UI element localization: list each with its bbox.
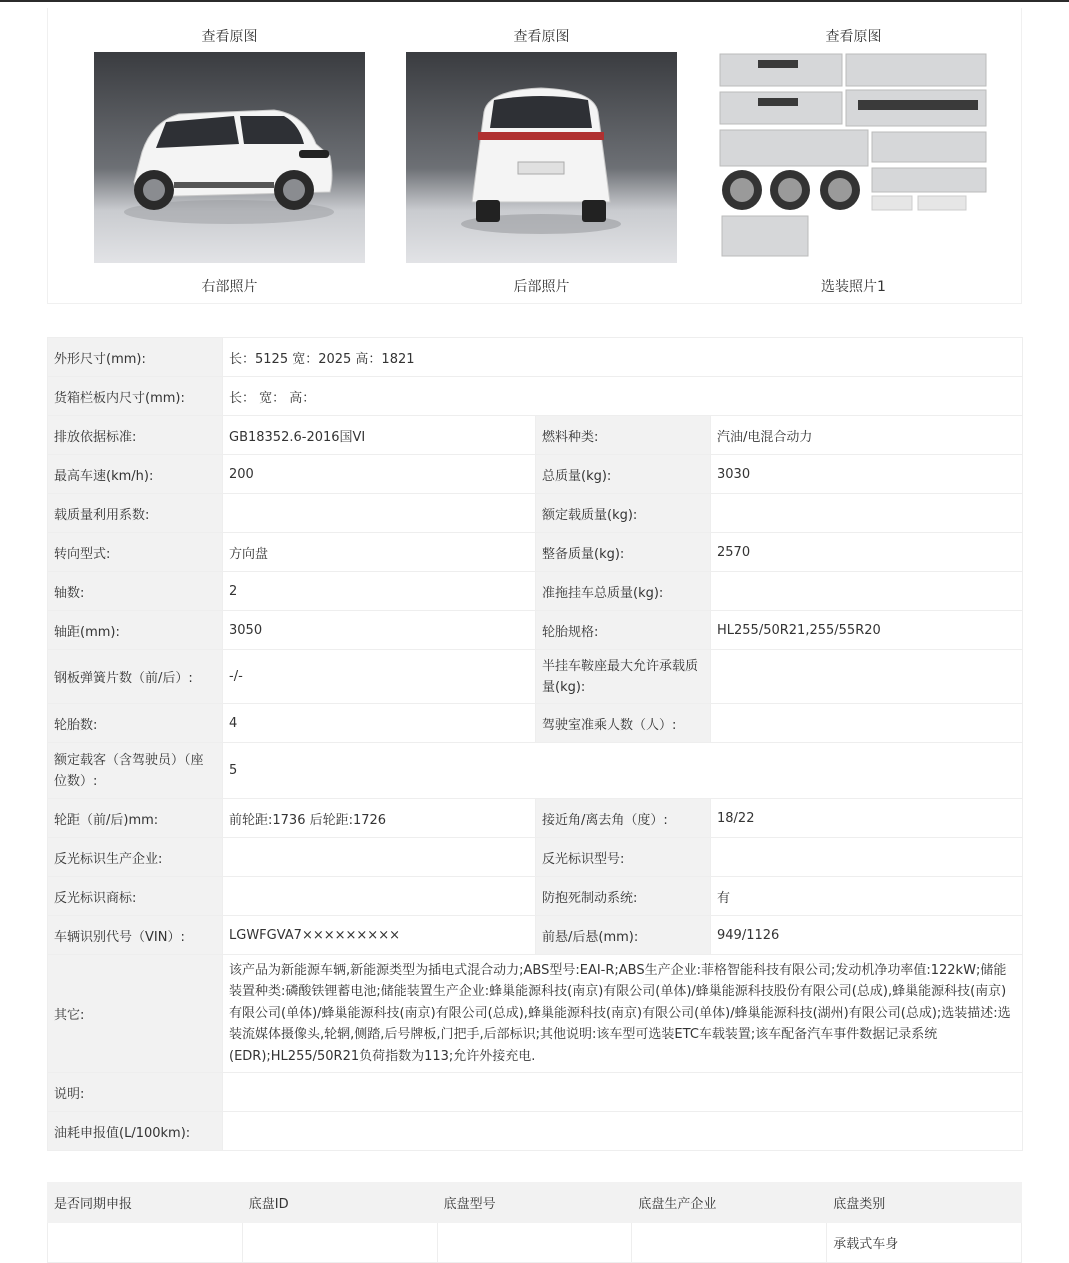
spec-row	[48, 377, 1023, 416]
reflect-brand-value	[223, 877, 536, 916]
spec-row	[48, 650, 1023, 704]
view-original-link[interactable]: 查看原图	[201, 29, 258, 45]
spec-row	[48, 916, 1023, 955]
spec-row	[48, 704, 1023, 743]
chassis-cell-type: 承载式车身	[827, 1223, 1022, 1263]
saddle-label: 半挂车鞍座最大允许承载质量(kg):	[536, 650, 711, 704]
speed-value: 200	[223, 455, 536, 494]
spec-row	[48, 572, 1023, 611]
emission-label: 排放依据标准:	[48, 416, 223, 455]
spec-row	[48, 1112, 1023, 1151]
rated-load-label: 额定载质量(kg):	[536, 494, 711, 533]
chassis-header-id: 底盘ID	[242, 1183, 437, 1223]
fuel-label: 燃料种类:	[536, 416, 711, 455]
axles-value: 2	[223, 572, 536, 611]
tire-spec-value: HL255/50R21,255/55R20	[711, 611, 1023, 650]
view-original-link[interactable]: 查看原图	[513, 29, 570, 45]
chassis-cell-maker	[632, 1223, 827, 1263]
chassis-header-type: 底盘类别	[827, 1183, 1022, 1223]
reflect-model-label: 反光标识型号:	[536, 838, 711, 877]
chassis-cell-sync	[48, 1223, 243, 1263]
top-border	[0, 0, 1069, 2]
total-mass-label: 总质量(kg):	[536, 455, 711, 494]
optional-collage-image	[718, 52, 989, 263]
spec-row	[48, 455, 1023, 494]
photo-gallery	[47, 8, 1022, 304]
spec-table	[47, 337, 1023, 1151]
spec-row	[48, 1073, 1023, 1112]
cab-label: 驾驶室准乘人数（人）:	[536, 704, 711, 743]
curb-mass-value: 2570	[711, 533, 1023, 572]
tires-value: 4	[223, 704, 536, 743]
reflect-brand-label: 反光标识商标:	[48, 877, 223, 916]
fuel-cons-value	[223, 1112, 1023, 1151]
angle-value: 18/22	[711, 799, 1023, 838]
tire-spec-label: 轮胎规格:	[536, 611, 711, 650]
cargo-value: 长： 宽： 高：	[223, 377, 1023, 416]
chassis-header-sync: 是否同期申报	[48, 1183, 243, 1223]
chassis-table	[47, 1182, 1022, 1263]
speed-label: 最高车速(km/h):	[48, 455, 223, 494]
view-original-link[interactable]: 查看原图	[825, 29, 882, 45]
photo-caption-optional: 选装照片1	[821, 279, 886, 295]
abs-label: 防抱死制动系统:	[536, 877, 711, 916]
overhang-value: 949/1126	[711, 916, 1023, 955]
trailer-value	[711, 572, 1023, 611]
load-coef-label: 载质量利用系数:	[48, 494, 223, 533]
total-mass-value: 3030	[711, 455, 1023, 494]
load-coef-value	[223, 494, 536, 533]
photo-caption-rear: 后部照片	[513, 279, 570, 295]
note-label: 说明:	[48, 1073, 223, 1112]
chassis-header-row	[48, 1183, 1022, 1223]
steering-value: 方向盘	[223, 533, 536, 572]
chassis-header-model: 底盘型号	[437, 1183, 632, 1223]
spec-row	[48, 877, 1023, 916]
chassis-cell-model	[437, 1223, 632, 1263]
spec-row	[48, 799, 1023, 838]
rated-load-value	[711, 494, 1023, 533]
spec-row	[48, 338, 1023, 377]
other-label: 其它:	[48, 955, 223, 1073]
springs-label: 钢板弹簧片数（前/后）:	[48, 650, 223, 704]
reflect-model-value	[711, 838, 1023, 877]
overhang-label: 前悬/后悬(mm):	[536, 916, 711, 955]
spec-row	[48, 743, 1023, 799]
car-side-image	[94, 52, 365, 263]
vin-value: LGWFGVA7×××××××××	[223, 916, 536, 955]
steering-label: 转向型式:	[48, 533, 223, 572]
wheelbase-value: 3050	[223, 611, 536, 650]
curb-mass-label: 整备质量(kg):	[536, 533, 711, 572]
chassis-cell-id	[242, 1223, 437, 1263]
car-side-photo[interactable]	[94, 52, 365, 263]
spec-row	[48, 533, 1023, 572]
spec-row	[48, 416, 1023, 455]
saddle-value	[711, 650, 1023, 704]
abs-value: 有	[711, 877, 1023, 916]
axles-label: 轴数:	[48, 572, 223, 611]
cargo-label: 货箱栏板内尺寸(mm):	[48, 377, 223, 416]
dims-value: 长：5125 宽：2025 高：1821	[223, 338, 1023, 377]
emission-value: GB18352.6-2016国VI	[223, 416, 536, 455]
cab-value	[711, 704, 1023, 743]
fuel-value: 汽油/电混合动力	[711, 416, 1023, 455]
chassis-header-maker: 底盘生产企业	[632, 1183, 827, 1223]
wheelbase-label: 轴距(mm):	[48, 611, 223, 650]
car-rear-image	[406, 52, 677, 263]
reflect-maker-value	[223, 838, 536, 877]
chassis-row	[48, 1223, 1022, 1263]
angle-label: 接近角/离去角（度）:	[536, 799, 711, 838]
photo-caption-right: 右部照片	[201, 279, 258, 295]
spec-row	[48, 838, 1023, 877]
spec-row	[48, 494, 1023, 533]
springs-value: -/-	[223, 650, 536, 704]
spec-row	[48, 611, 1023, 650]
reflect-maker-label: 反光标识生产企业:	[48, 838, 223, 877]
fuel-cons-label: 油耗申报值(L/100km):	[48, 1112, 223, 1151]
seats-label: 额定载客（含驾驶员）（座位数）:	[48, 743, 223, 799]
dims-label: 外形尺寸(mm):	[48, 338, 223, 377]
track-label: 轮距（前/后)mm:	[48, 799, 223, 838]
tires-label: 轮胎数:	[48, 704, 223, 743]
note-value	[223, 1073, 1023, 1112]
trailer-label: 准拖挂车总质量(kg):	[536, 572, 711, 611]
other-value: 该产品为新能源车辆,新能源类型为插电式混合动力;ABS型号:EAI-R;ABS生产企业:菲格智能科技有限公司;发动机净功率值:122kW;储能装置种类:磷酸铁锂蓄电池;储能装置生产企业:蜂巢能源科技(南京)有限公司(单体)/蜂巢能源科技股份有限公司(总成),蜂巢能源科技(南京)有限公司(单体)/蜂巢能源科技(南京)有限公司(总成),蜂巢能源科技(南京)有限公司(单体)/蜂巢能源科技(湖州)有限公司(总成);选装描述:选装流媒体摄像头,轮辋,侧踏,后号牌板,门把手,后部标识;其他说明:该车型可选装ETC车载装置;该车配备汽车事件数据记录系统(EDR);HL255/50R21负荷指数为113;允许外接充电.	[223, 955, 1023, 1073]
optional-parts-collage[interactable]	[718, 52, 989, 263]
vin-label: 车辆识别代号（VIN）:	[48, 916, 223, 955]
spec-row	[48, 955, 1023, 1073]
car-rear-photo[interactable]	[406, 52, 677, 263]
track-value: 前轮距:1736 后轮距:1726	[223, 799, 536, 838]
seats-value: 5	[223, 743, 1023, 799]
